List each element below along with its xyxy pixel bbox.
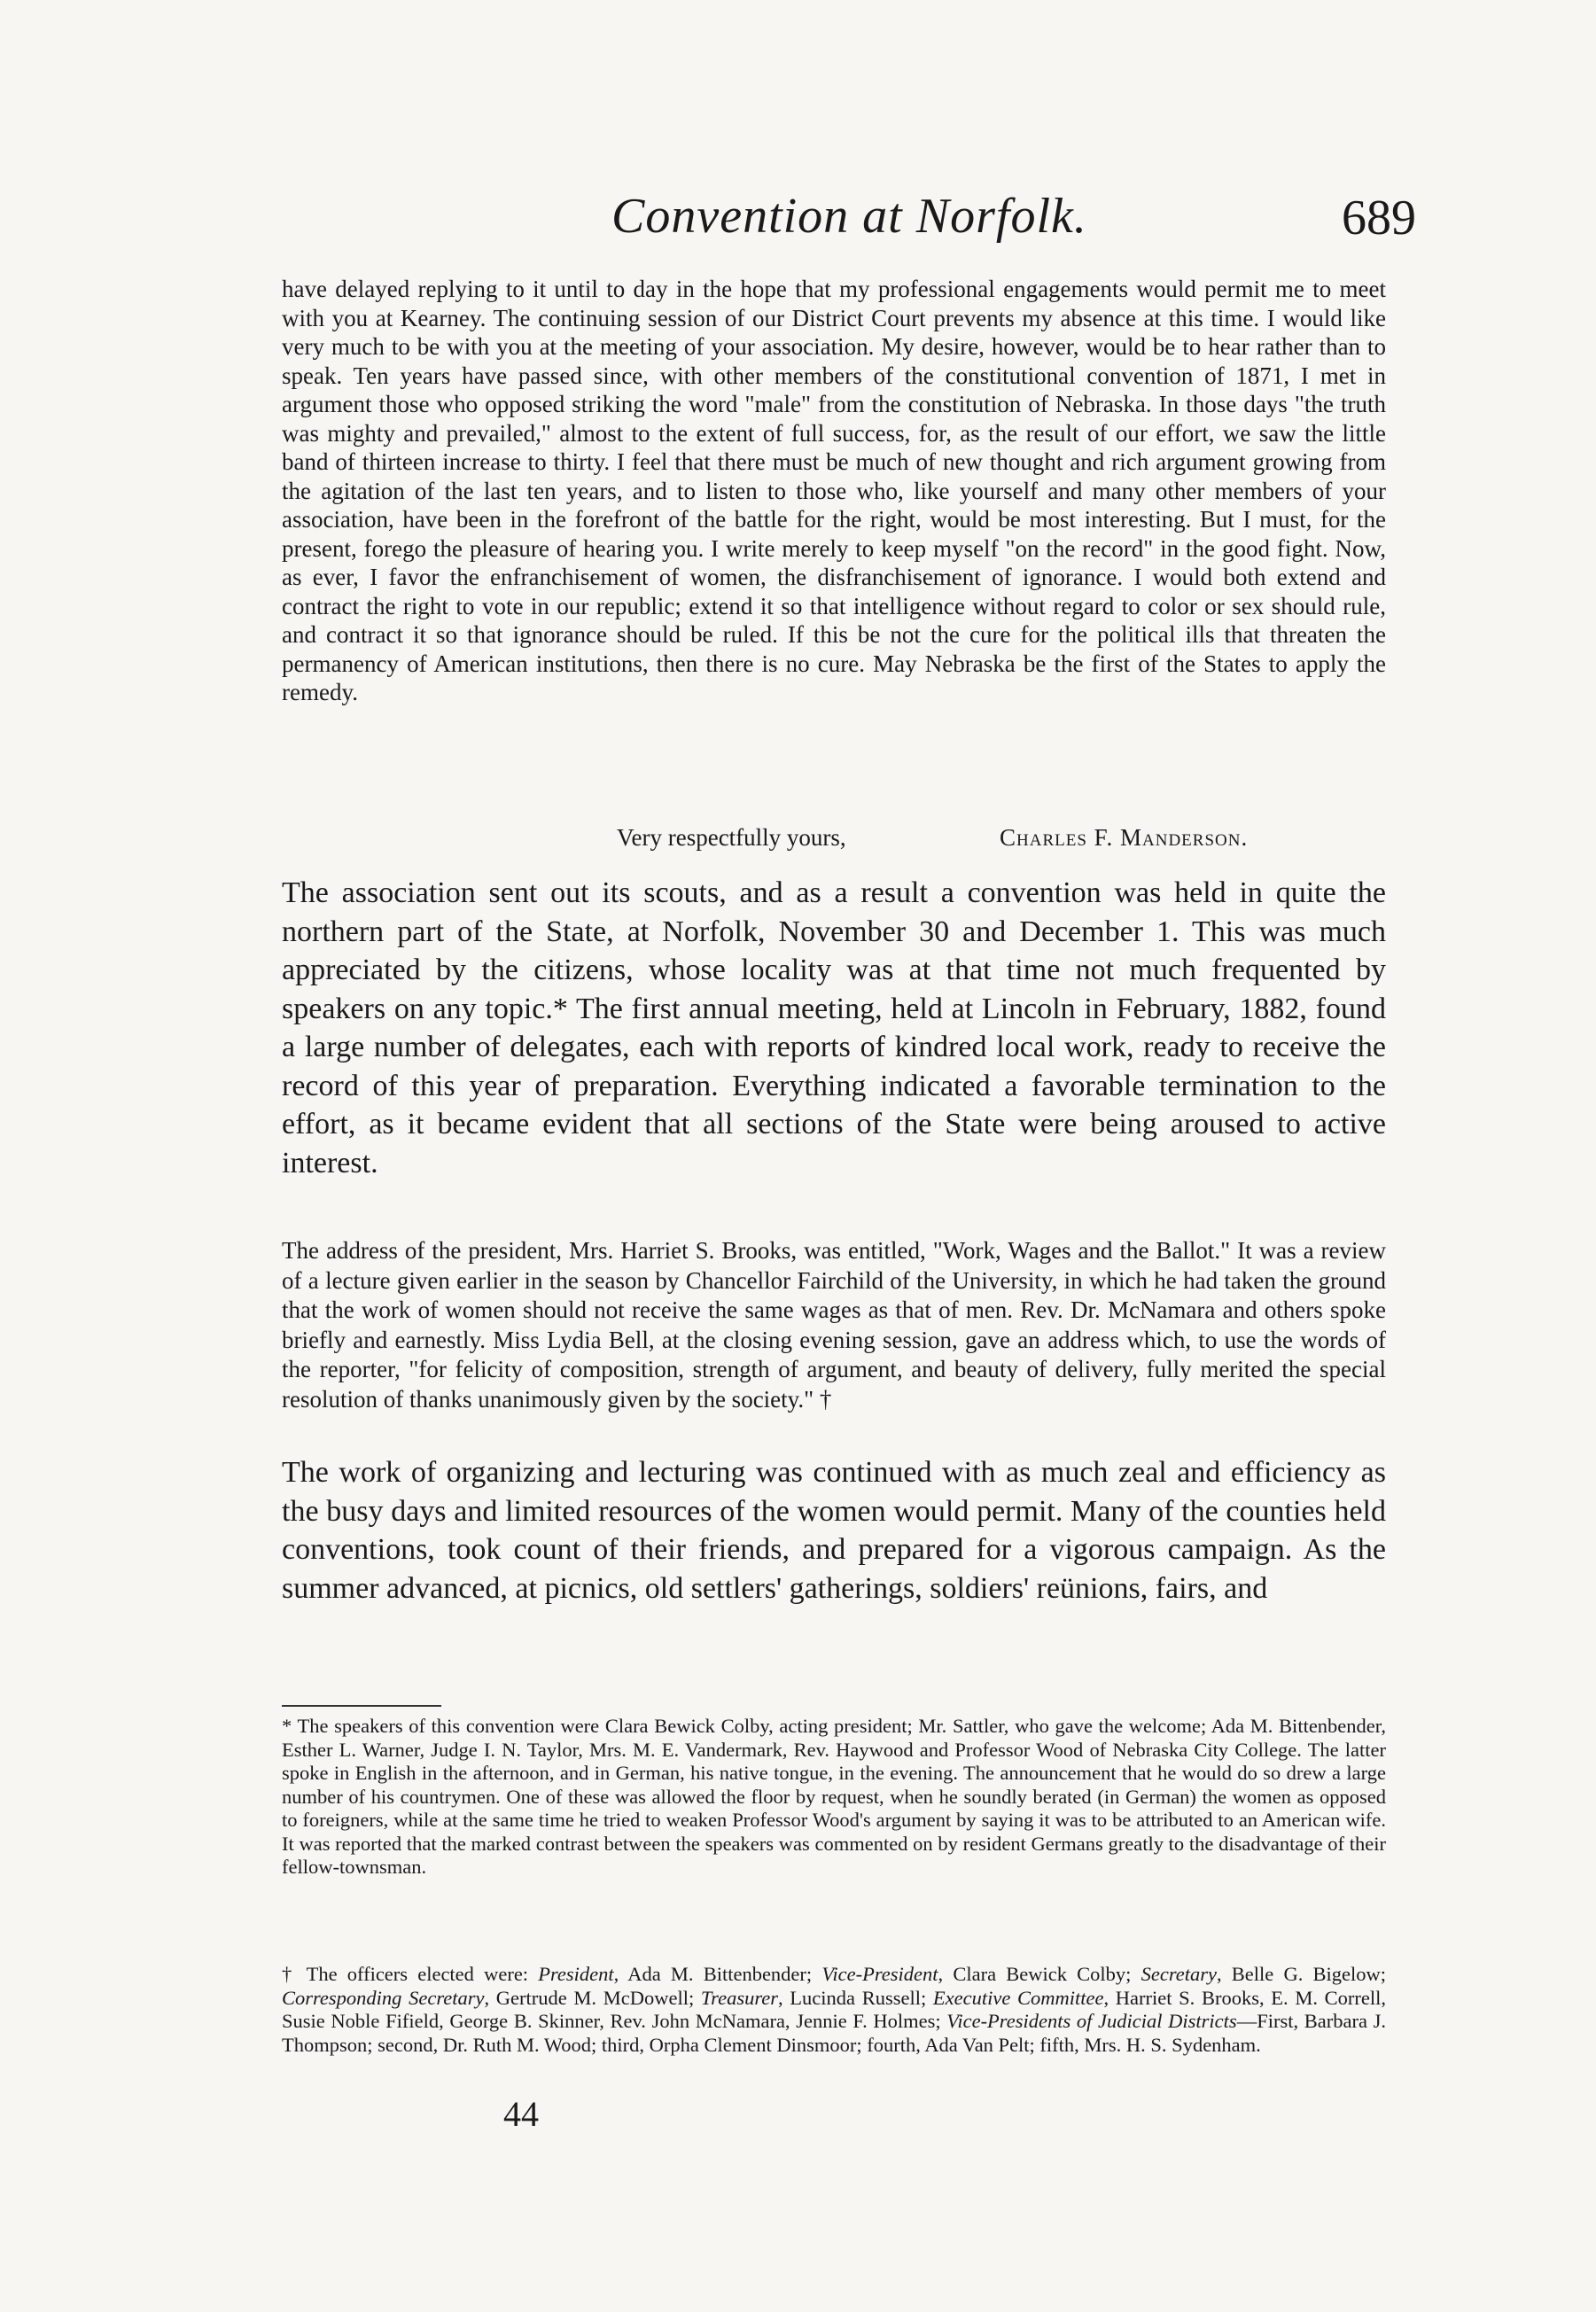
letter-closing: Very respectfully yours, <box>617 824 846 851</box>
running-title: Convention at Norfolk. <box>611 189 1087 244</box>
fn-office-holder: , Gertrude M. McDowell; <box>484 1986 701 2009</box>
fn-office-holder: , Belle G. Bigelow; <box>1216 1963 1387 1985</box>
paragraph-norfolk-convention: The association sent out its scouts, and as a result a convention was held in quite the northern part of the State, at Norfolk, November 30 and December 1. This was much appreciated by the citizens, whose locality was at that time not much frequented by speakers on any topic.* The first annual meeting, held at Lincoln in February, 1882, found a large number of delegates, each with reports of kindred local work, ready to receive the record of this year of preparation. Everything indicated a favorable termination to the effort, as it became evident that all sections of the State were being aroused to active interest. <box>282 876 1386 1179</box>
fn-office-title: Executive Committee <box>932 1986 1104 2009</box>
fn-office-holder: , Lucinda Russell; <box>778 1986 933 2009</box>
printer-signature-mark: 44 <box>503 2094 539 2134</box>
fn-office-holder: , Clara Bewick Colby; <box>938 1963 1141 1985</box>
letter-text: have delayed replying to it until to day in the hope that my professional engagements would permit me to meet with you at Kearney. The continuing session of our District Court prevents my absence at this time. I would like very much to be with you at the meeting of your association. My desire, however, would be to hear rather than to speak. Ten years have passed since, with other members of the constitutional convention of 1871, I met in argument those who opposed striking the word "male" from the constitution of Nebraska. In those days "the truth was mighty and prevailed," almost to the extent of full success, for, as the result of our effort, we saw the little band of thirteen increase to thirty. I feel that there must be much of new thought and rich argument growing from the agitation of the last ten years, and to listen to those who, like yourself and many other members of your association, have been in the forefront of the battle for the right, would be most interesting. But I must, for the present, forego the pleasure of hearing you. I write merely to keep myself "on the record" in the good fight. Now, as ever, I favor the enfranchisement of women, the disfranchisement of ignorance. I would both extend and contract the right to vote in our republic; extend it so that intelligence without regard to color or sex should rule, and contract it so that ignorance should be ruled. If this be not the cure for the political ills that threaten the permanency of American institutions, then there is no cure. May Nebraska be the first of the States to apply the remedy. <box>282 276 1386 705</box>
footnote-speakers: * The speakers of this convention were Clara Bewick Colby, acting president; Mr. Sattler, who gave the welcome; Ada M. Bittenbender, Esther L. Warner, Judge I. N. Taylor, Mrs. M. E. Vandermark, Rev. Haywood and Professor Wood of Nebraska City College. The latter spoke in English in the afternoon, and in German, his native tongue, in the evening. The announcement that he would do so drew a large number of his countrymen. One of these was allowed the floor by request, when he soundly berated (in German) the women as opposed to foreigners, while at the same time he tried to weaken Professor Wood's argument by saying it was to be attributed to an American wife. It was reported that the marked contrast between the speakers was commented on by resident Germans greatly to the disadvantage of their fellow-townsman. <box>282 1715 1386 1878</box>
paragraph-president-address: The address of the president, Mrs. Harriet S. Brooks, was entitled, "Work, Wages and the Ballot." It was a review of a lecture given earlier in the season by Chancellor Fairchild of the University, in which he had taken the ground that the work of women should not receive the same wages as that of men. Rev. Dr. McNamara and others spoke briefly and earnestly. Miss Lydia Bell, at the closing evening session, gave an address which, to use the words of the reporter, "for felicity of composition, strength of argument, and beauty of delivery, fully merited the special resolution of thanks unanimously given by the society." † <box>282 1237 1386 1413</box>
running-header <box>282 188 1425 250</box>
fn-office-holder: , Ada M. Bittenbender; <box>613 1963 822 1985</box>
fn-intro: † The officers elected were: <box>282 1963 539 1985</box>
fn-office-title: Vice-President <box>821 1963 938 1985</box>
paragraph-organizing-work: The work of organizing and lecturing was continued with as much zeal and efficiency as the busy days and limited resources of the women would permit. Many of the counties held conventions, took count of their friends, and prepared for a vigorous campaign. As the summer advanced, at picnics, old settlers' gatherings, soldiers' reünions, fairs, and <box>282 1456 1386 1605</box>
letter-signature: Charles F. Manderson. <box>1000 824 1249 851</box>
footnote-officers <box>282 1963 1386 2057</box>
footnote-rule <box>282 1705 441 1707</box>
fn-office-title: President <box>538 1963 614 1985</box>
page-number: 689 <box>1342 191 1416 245</box>
fn-office-holder: , Harriet S. Brooks, E. M. Correll, Susie Noble Fifield, George B. Skinner, Rev. John McNamara, Jennie F. Holmes; <box>282 1986 1386 2032</box>
fn-office-title: Vice-Presidents of Judicial Districts <box>946 2010 1237 2032</box>
fn-office-holder: —First, Barbara J. Thompson; second, Dr. Ruth M. Wood; third, Orpha Clement Dinsmoor; fourth, Ada Van Pelt; fifth, Mrs. H. S. Sydenham. <box>282 2010 1386 2056</box>
fn-office-title: Secretary <box>1141 1963 1217 1985</box>
fn-office-title: Treasurer <box>700 1986 778 2009</box>
fn-office-title: Corresponding Secretary <box>282 1986 485 2009</box>
